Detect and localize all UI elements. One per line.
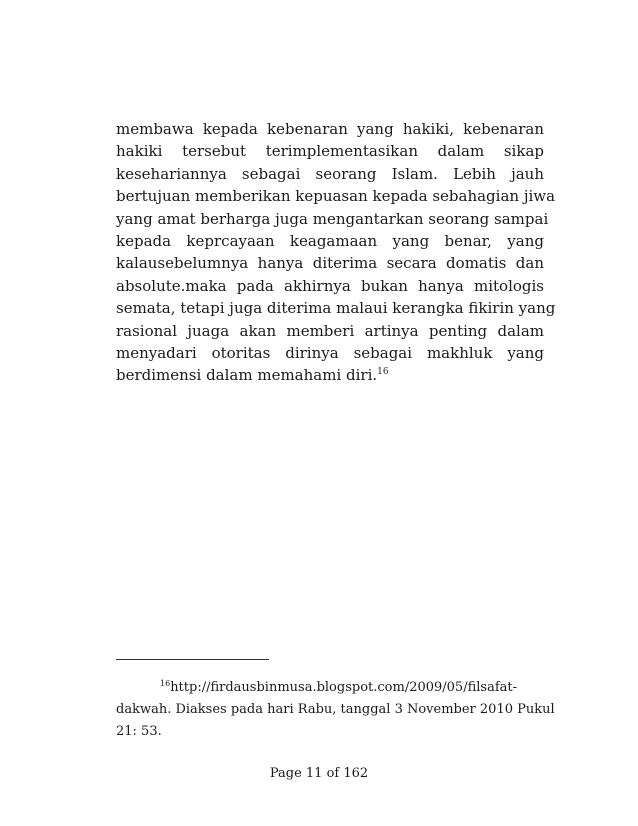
footnote-url: http://firdausbinmusa.blogspot.com/2009/05/filsafat-	[170, 680, 518, 695]
body-line: yang amat berharga juga mengantarkan seorang sampai	[116, 209, 549, 228]
body-paragraph	[116, 118, 556, 387]
footnote-reference: 16	[377, 367, 389, 378]
body-line: hakiki tersebut terimplementasikan dalam sikap	[116, 142, 544, 161]
body-line: absolute.maka pada akhirnya bukan hanya mitologis	[116, 276, 544, 295]
body-line-last	[116, 364, 544, 386]
footnote-line: dakwah. Diakses pada hari Rabu, tanggal 3 November 2010 Pukul	[116, 702, 555, 717]
body-line: kesehariannya sebagai seorang Islam. Lebih jauh	[116, 164, 544, 183]
footnote-number: 16	[160, 679, 171, 688]
body-line-text: berdimensi dalam memahami diri.	[116, 366, 378, 385]
body-line: menyadari otoritas dirinya sebagai makhluk yang	[116, 344, 544, 363]
body-line: bertujuan memberikan kepuasan kepada sebahagian jiwa	[116, 187, 556, 206]
footnote-line	[116, 677, 544, 699]
body-line: semata, tetapi juga diterima malaui kerangka fikirin yang	[116, 299, 556, 318]
body-line: membawa kepada kebenaran yang hakiki, kebenaran	[116, 120, 544, 138]
body-line: kepada keprcayaan keagamaan yang benar, yang	[116, 232, 544, 251]
body-line: rasional juaga akan memberi artinya penting dalam	[116, 321, 544, 340]
body-line: kalausebelumnya hanya diterima secara domatis dan	[116, 254, 544, 273]
footnote-separator	[116, 659, 269, 660]
page-number: Page 11 of 162	[269, 766, 369, 781]
footnote-line: 21: 53.	[116, 724, 162, 739]
footnote	[116, 677, 555, 743]
